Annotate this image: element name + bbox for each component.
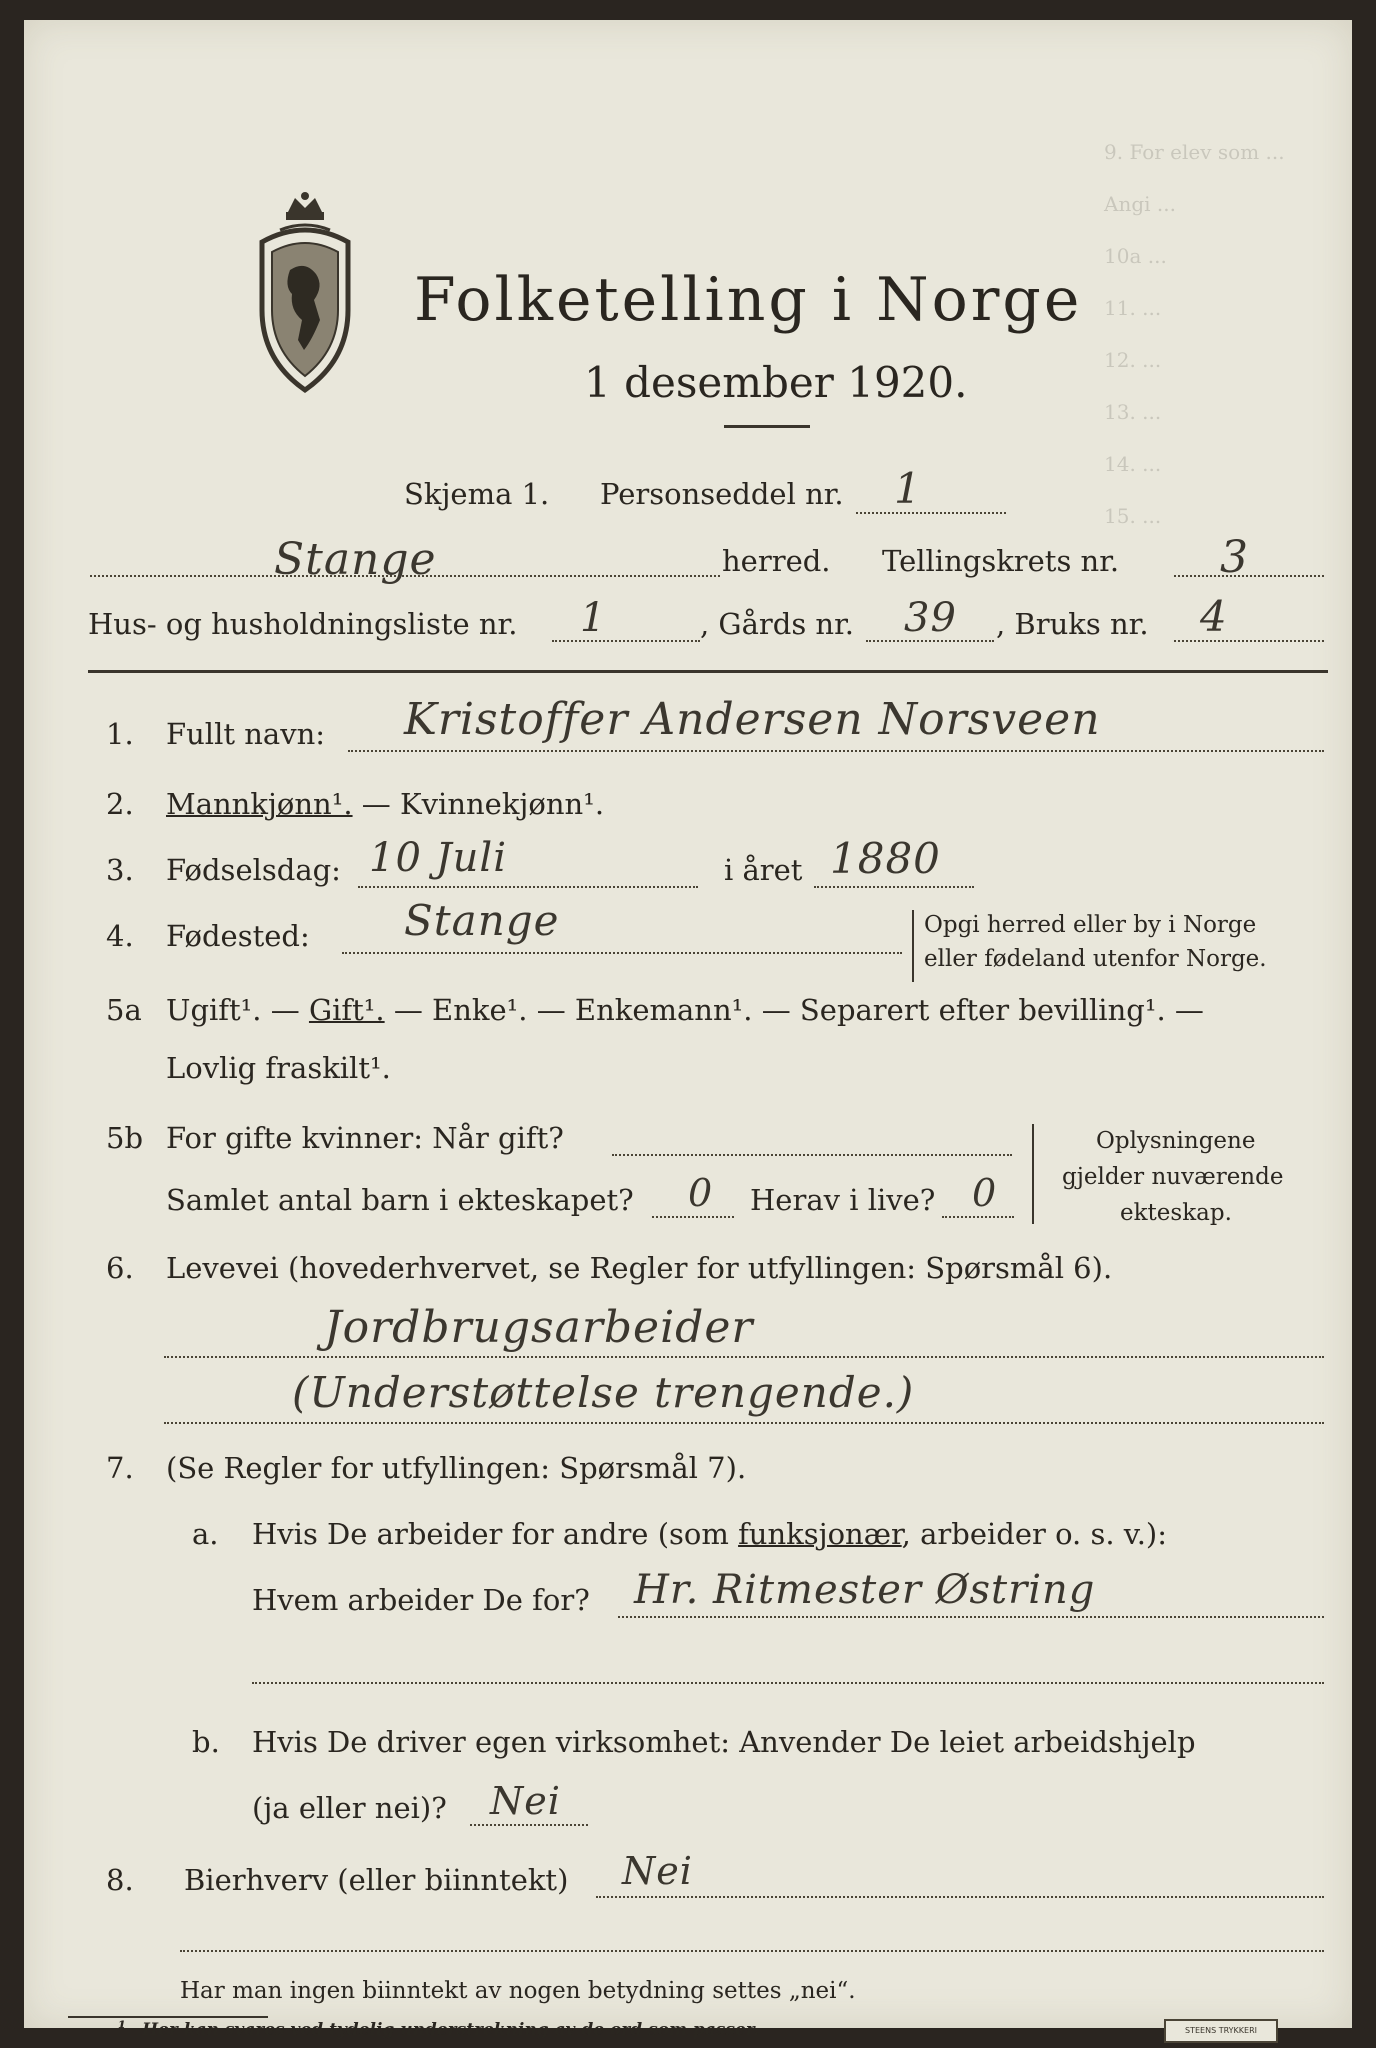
- ghost-line: 15. ...: [1104, 504, 1162, 528]
- ghost-line: 10a ...: [1104, 244, 1167, 268]
- q5b-label2: Samlet antal barn i ekteskapet?: [166, 1183, 634, 1217]
- ghost-line: 12. ...: [1104, 348, 1162, 372]
- female-option: Kvinnekjønn¹.: [400, 787, 605, 821]
- footnote-mark: ¹: [118, 2018, 126, 2039]
- q5b-note-line2: gjelder nuværende: [1062, 1164, 1284, 1190]
- gards-value: 39: [904, 595, 957, 641]
- q7b-letter: b.: [192, 1725, 220, 1759]
- birthday-value: 10 Juli: [369, 835, 507, 881]
- side-income-value: Nei: [622, 1849, 693, 1893]
- q3-year-label: i året: [724, 853, 803, 887]
- herred-label: herred.: [722, 544, 831, 578]
- q1-number: 1.: [106, 717, 134, 751]
- q7a-text: Hvis De arbeider for andre (som funksjonær, arbeider o. s. v.):: [252, 1517, 1168, 1551]
- ghost-line: 14. ...: [1104, 452, 1162, 476]
- occupation-value-line1: Jordbrugsarbeider: [324, 1302, 754, 1353]
- herred-value: Stange: [274, 534, 437, 585]
- personseddel-label: Personseddel nr.: [600, 477, 844, 511]
- schema-label: Skjema 1.: [404, 477, 550, 511]
- bleed-through-text: [1104, 140, 1344, 556]
- q5b-note-brace: [1032, 1124, 1034, 1224]
- full-name-value: Kristoffer Andersen Norsveen: [404, 694, 1101, 745]
- q5a-number: 5a: [106, 993, 142, 1027]
- husliste-label: Hus- og husholdningsliste nr.: [88, 607, 518, 641]
- funksjonaer-underlined: funksjonær: [738, 1517, 902, 1551]
- ghost-line: 11. ...: [1104, 296, 1162, 320]
- tellingskrets-value: 3: [1220, 532, 1249, 583]
- census-date: 1 desember 1920.: [584, 358, 968, 407]
- q5b-note-line3: ekteskap.: [1120, 1200, 1232, 1226]
- census-form-page: [24, 20, 1352, 2028]
- q5b-label3: Herav i live?: [750, 1183, 936, 1217]
- q8-number: 8.: [106, 1863, 134, 1897]
- ugift-option: Ugift¹.: [166, 993, 262, 1027]
- q3-label: Fødselsdag:: [166, 853, 341, 887]
- birth-year-value: 1880: [830, 834, 941, 883]
- q5b-label1: For gifte kvinner: Når gift?: [166, 1121, 564, 1155]
- q5b-number: 5b: [106, 1121, 144, 1155]
- q5b-note-line1: Oplysningene: [1096, 1128, 1256, 1154]
- q7-label: (Se Regler for utfyllingen: Spørsmål 7).: [166, 1451, 747, 1485]
- printer-stamp: STEENS TRYKKERI: [1164, 2019, 1278, 2043]
- norway-coat-of-arms-icon: [250, 190, 360, 405]
- tellingskrets-label: Tellingskrets nr.: [882, 544, 1120, 578]
- q5a-options: Ugift¹. — Gift¹. — Enke¹. — Enkemann¹. — Separert efter bevilling¹. —: [166, 993, 1204, 1027]
- q7b-question: (ja eller nei)?: [252, 1791, 447, 1825]
- q4-note-line2: eller fødeland utenfor Norge.: [924, 946, 1267, 972]
- q7a-question: Hvem arbeider De for?: [252, 1583, 590, 1617]
- ghost-line: Angi ...: [1104, 192, 1176, 216]
- q4-label: Fødested:: [166, 919, 310, 953]
- gards-label: , Gårds nr.: [700, 607, 854, 641]
- children-count-value: 0: [688, 1171, 714, 1215]
- bruks-value: 4: [1200, 592, 1228, 641]
- q4-note-brace: [912, 910, 914, 982]
- birthplace-value: Stange: [404, 896, 560, 945]
- children-alive-value: 0: [972, 1171, 998, 1215]
- hired-help-value: Nei: [490, 1779, 561, 1823]
- q4-note-line1: Opgi herred eller by i Norge: [924, 912, 1257, 938]
- q3-number: 3.: [106, 853, 134, 887]
- gift-underlined: Gift¹.: [308, 993, 385, 1027]
- q7-number: 7.: [106, 1451, 134, 1485]
- q8-label: Bierhverv (eller biinntekt): [184, 1863, 569, 1897]
- male-underlined: Mannkjønn¹.: [166, 787, 353, 821]
- q7b-text: Hvis De driver egen virksomhet: Anvender De leiet arbeidshjelp: [252, 1725, 1196, 1759]
- occupation-value-line2: (Understøttelse trengende.): [292, 1368, 915, 1417]
- other-marital-options: — Enke¹. — Enkemann¹. — Separert efter bevilling¹. —: [384, 993, 1204, 1027]
- employer-value: Hr. Ritmester Østring: [634, 1567, 1096, 1613]
- personseddel-value: 1: [894, 464, 922, 513]
- footnote-text: Her kan svares ved tydelig understrekning av de ord som passer.: [142, 2020, 760, 2040]
- q5a-line2: Lovlig fraskilt¹.: [166, 1051, 391, 1085]
- q2-male-option: Mannkjønn¹. — Kvinnekjønn¹.: [166, 787, 605, 821]
- q7a-letter: a.: [192, 1517, 219, 1551]
- husliste-value: 1: [580, 595, 607, 641]
- header-separator: [88, 670, 1328, 673]
- q6-label: Levevei (hovederhvervet, se Regler for utfyllingen: Spørsmål 6).: [166, 1251, 1113, 1285]
- no-income-note: Har man ingen biinntekt av nogen betydning settes „nei“.: [180, 1978, 856, 2004]
- ghost-line: 9. For elev som ...: [1104, 140, 1285, 164]
- ghost-line: 13. ...: [1104, 400, 1162, 424]
- q1-label: Fullt navn:: [166, 717, 326, 751]
- title-divider: [724, 425, 810, 428]
- q4-number: 4.: [106, 919, 134, 953]
- q6-number: 6.: [106, 1251, 134, 1285]
- q2-number: 2.: [106, 787, 134, 821]
- page-title: Folketelling i Norge: [414, 265, 1083, 335]
- bruks-label: , Bruks nr.: [996, 607, 1149, 641]
- footnote-divider: [68, 2016, 268, 2018]
